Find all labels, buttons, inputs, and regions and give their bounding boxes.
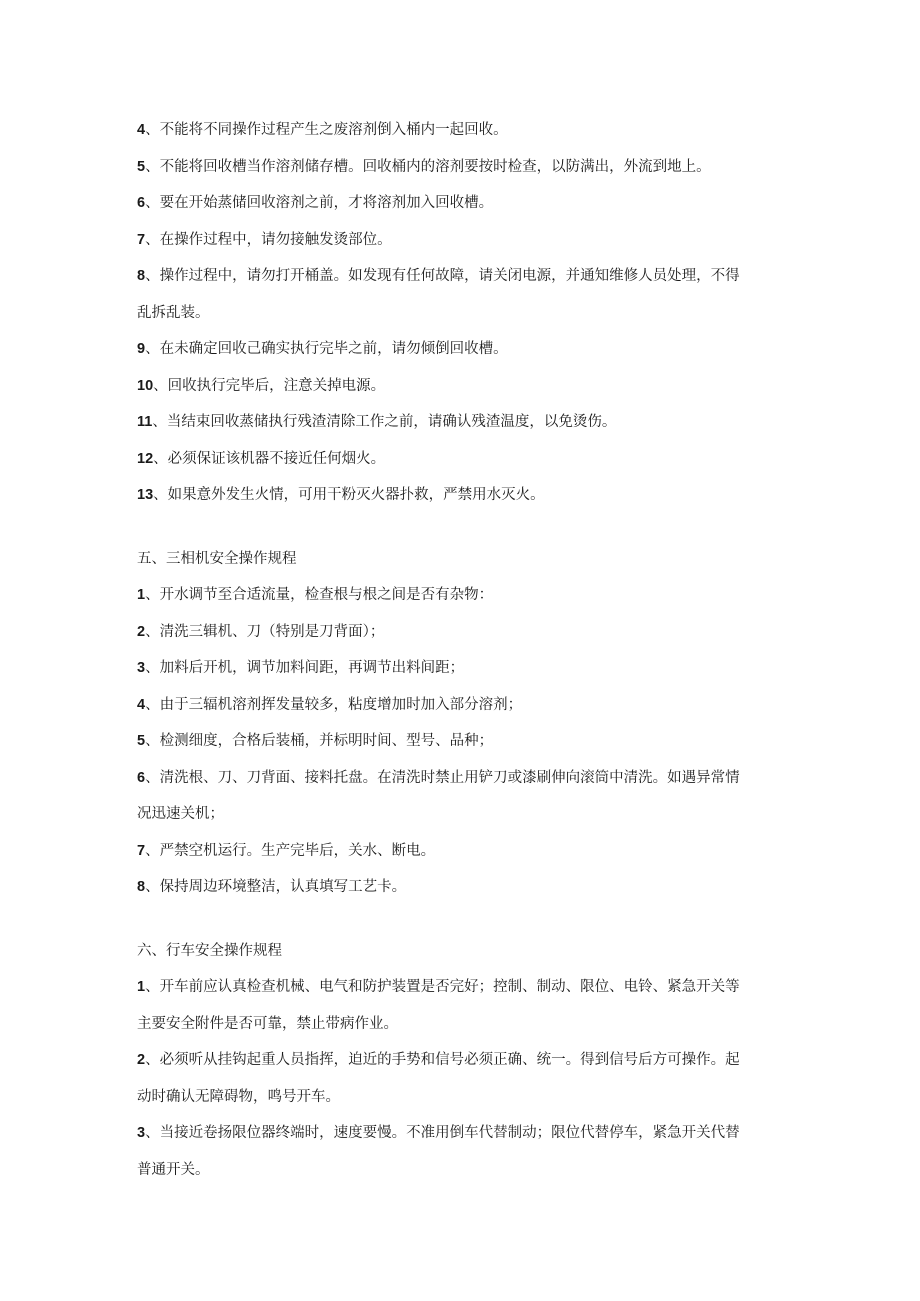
list-item-continuation: 动时确认无障碍物，鸣号开车。 (137, 1088, 340, 1105)
list-item: 6、要在开始蒸储回收溶剂之前，才将溶剂加入回收槽。 (137, 195, 494, 211)
list-item-continuation: 乱拆乱装。 (137, 304, 210, 321)
list-item: 4、由于三辐机溶剂挥发量较多，粘度增加时加入部分溶剂； (137, 696, 523, 713)
section-spacer (137, 906, 787, 933)
list-item: 3、加料后开机，调节加料间距，再调节出料间距； (137, 660, 465, 676)
section-heading: 六、行车安全操作规程 (137, 942, 282, 959)
list-item: 11、当结束回收蒸储执行残渣清除工作之前，请确认残渣温度，以免烫伤。 (137, 414, 617, 430)
list-item-continuation: 普通开关。 (137, 1161, 210, 1178)
list-item: 6、清洗根、刀、刀背面、接料托盘。在清洗时禁止用铲刀或漆刷伸向滚筒中清洗。如遇异常情 (137, 769, 740, 786)
list-item-continuation: 况迅速关机； (137, 806, 224, 822)
section-heading: 五、三相机安全操作规程 (137, 550, 297, 567)
section-spacer (137, 514, 787, 541)
list-item: 7、在操作过程中，请勿接触发烫部位。 (137, 231, 392, 248)
list-item: 2、清洗三辑机、刀（特别是刀背面）； (137, 623, 385, 640)
list-item: 8、操作过程中，请勿打开桶盖。如发现有任何故障，请关闭电源，并通知维修人员处理，不得 (137, 268, 740, 284)
list-item: 7、严禁空机运行。生产完毕后，关水、断电。 (137, 842, 436, 859)
list-item: 13、如果意外发生火情，可用干粉灭火器扑救，严禁用水灭火。 (137, 487, 545, 503)
list-item: 8、保持周边环境整洁，认真填写工艺卡。 (137, 879, 407, 895)
document-body (137, 112, 787, 1188)
list-item: 3、当接近卷扬限位器终端时，速度要慢。不准用倒车代替制动；限位代替停车，紧急开关代替 (137, 1125, 740, 1141)
section-six (137, 933, 787, 1189)
list-item: 9、在未确定回收己确实执行完毕之前，请勿倾倒回收槽。 (137, 341, 508, 357)
list-item: 5、不能将回收槽当作溶剂储存槽。回收桶内的溶剂要按时检查，以防满出，外流到地上。 (137, 158, 711, 175)
list-item: 5、检测细度，合格后装桶，并标明时间、型号、品种； (137, 733, 494, 749)
list-item: 10、回收执行完毕后，注意关掉电源。 (137, 377, 386, 394)
list-item: 2、必须听从挂钩起重人员指挥，迫近的手势和信号必须正确、统一。得到信号后方可操作。起 (137, 1052, 740, 1068)
list-item: 4、不能将不同操作过程产生之废溶剂倒入桶内一起回收。 (137, 122, 508, 138)
list-item-continuation: 主要安全附件是否可靠，禁止带病作业。 (137, 1015, 398, 1032)
section-five (137, 541, 787, 906)
list-item: 12、必须保证该机器不接近任何烟火。 (137, 450, 386, 467)
list-item: 1、开水调节至合适流量，检查根与根之间是否有杂物： (137, 587, 494, 603)
continued-section-list (137, 112, 787, 514)
list-item: 1、开车前应认真检查机械、电气和防护装置是否完好；控制、制动、限位、电铃、紧急开关等 (137, 979, 740, 995)
